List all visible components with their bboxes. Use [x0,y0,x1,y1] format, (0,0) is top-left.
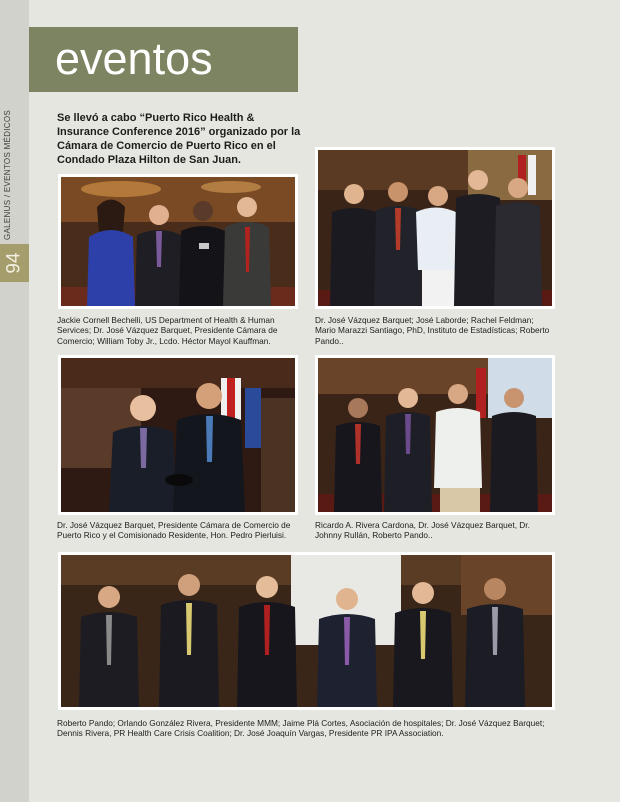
section-title: eventos [55,33,213,84]
photo-illustration [61,358,295,512]
event-photo-2 [315,147,555,309]
photo-4-caption: Ricardo A. Rivera Cardona, Dr. José Vázquez Barquet, Dr. Johnny Rullán, Roberto Pando.. [315,520,530,541]
photo-1-caption: Jackie Cornell Bechelli, US Department of Health & Human Services; Dr. José Vázquez Barquet, Presidente Cámara de Comercio; William Toby Jr., Lcdo. Héctor Mayol Kauffman. [57,315,278,346]
photo-2-caption: Dr. José Vázquez Barquet; José Laborde; Rachel Feldman; Mario Marazzi Santiago, PhD, Instituto de Estadísticas; Roberto Pando.. [315,315,550,346]
photo-illustration [61,555,552,707]
page-number-box [0,244,29,282]
photo-3-caption: Dr. José Vázquez Barquet, Presidente Cámara de Comercio de Puerto Rico y el Comisionado Residente, Hon. Pedro Pierluisi. [57,520,291,541]
event-photo-4 [315,355,555,515]
page-number: 94 [3,252,25,274]
photo-illustration [318,150,552,306]
photo-5-caption: Roberto Pando; Orlando González Rivera, Presidente MMM; Jaime Plá Cortes, Asociación de hospitales; Dr. José Vázquez Barquet; Dennis Rivera, PR Health Care Crisis Coalition; Dr. José Joaquín Vargas, Presidente PR IPA Association. [57,718,545,739]
event-photo-3 [58,355,298,515]
intro-text: Se llevó a cabo “Puerto Rico Health & Insurance Conference 2016” organizado por la Cámara de Comercio de Puerto Rico en el Condado Plaza Hilton de San Juan. [57,112,301,166]
event-photo-1 [58,174,298,309]
photo-illustration [61,177,295,306]
section-label: GALENUS / EVENTOS MÉDICOS [3,109,12,240]
photo-illustration [318,358,552,512]
section-header [29,27,298,92]
event-photo-5 [58,552,555,710]
